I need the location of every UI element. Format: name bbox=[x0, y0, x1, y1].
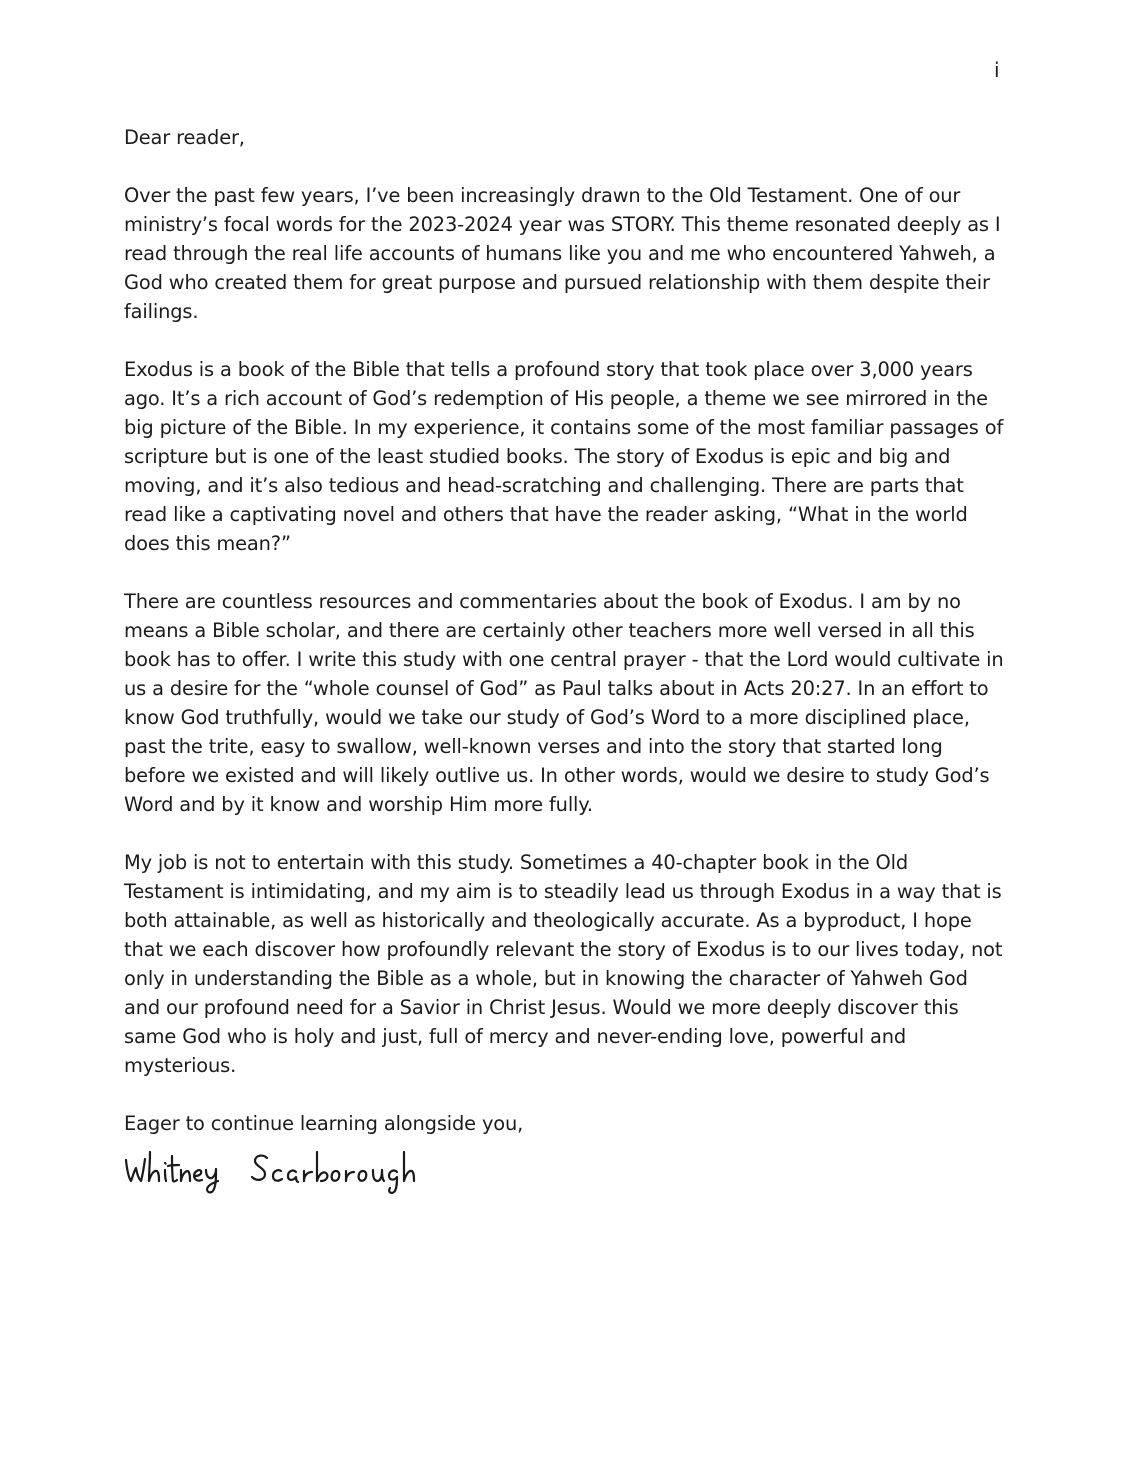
paragraph-1: Over the past few years, I’ve been increasingly drawn to the Old Testament. One of our ministry’s focal words for the 2023-2024 year was STORY. This theme resonated deeply as I read through the real life accounts of humans like you and me who encountered Yahweh, a God who created them for great purpose and pursued relationship with them despite their failings. bbox=[124, 184, 1001, 323]
paragraph-4: My job is not to entertain with this study. Sometimes a 40-chapter book in the Old Testament is intimidating, and my aim is to steadily lead us through Exodus in a way that is both attainable, as well as historically and theologically accurate. As a byproduct, I hope that we each discover how profoundly relevant the story of Exodus is to our lives today, not only in understanding the Bible as a whole, but in knowing the character of Yahweh God and our profound need for a Savior in Christ Jesus. Would we more deeply discover this same God who is holy and just, full of mercy and never-ending love, powerful and mysterious. bbox=[124, 851, 1003, 1077]
closing-line: Eager to continue learning alongside you, bbox=[124, 1112, 524, 1135]
signature-image bbox=[124, 1146, 424, 1196]
paragraph-2: Exodus is a book of the Bible that tells a profound story that took place over 3,000 years ago. It’s a rich account of God’s redemption of His people, a theme we see mirrored in the big picture of the Bible. In my experience, it contains some of the most familiar passages of scripture but is one of the least studied books. The story of Exodus is epic and big and moving, and it’s also tedious and head-scratching and challenging. There are parts that read like a captivating novel and others that have the reader asking, “What in the world does this mean?” bbox=[124, 358, 1004, 555]
letter-body bbox=[124, 123, 1004, 1196]
salutation: Dear reader, bbox=[124, 126, 245, 149]
paragraph-3: There are countless resources and commentaries about the book of Exodus. I am by no means a Bible scholar, and there are certainly other teachers more well versed in all this book has to offer. I write this study with one central prayer - that the Lord would cultivate in us a desire for the “whole counsel of God” as Paul talks about in Acts 20:27. In an effort to know God truthfully, would we take our study of God’s Word to a more disciplined place, past the trite, easy to swallow, well-known verses and into the story that started long before we existed and will likely outlive us. In other words, would we desire to study God’s Word and by it know and worship Him more fully. bbox=[124, 590, 1004, 816]
page-number: i bbox=[994, 58, 1000, 82]
